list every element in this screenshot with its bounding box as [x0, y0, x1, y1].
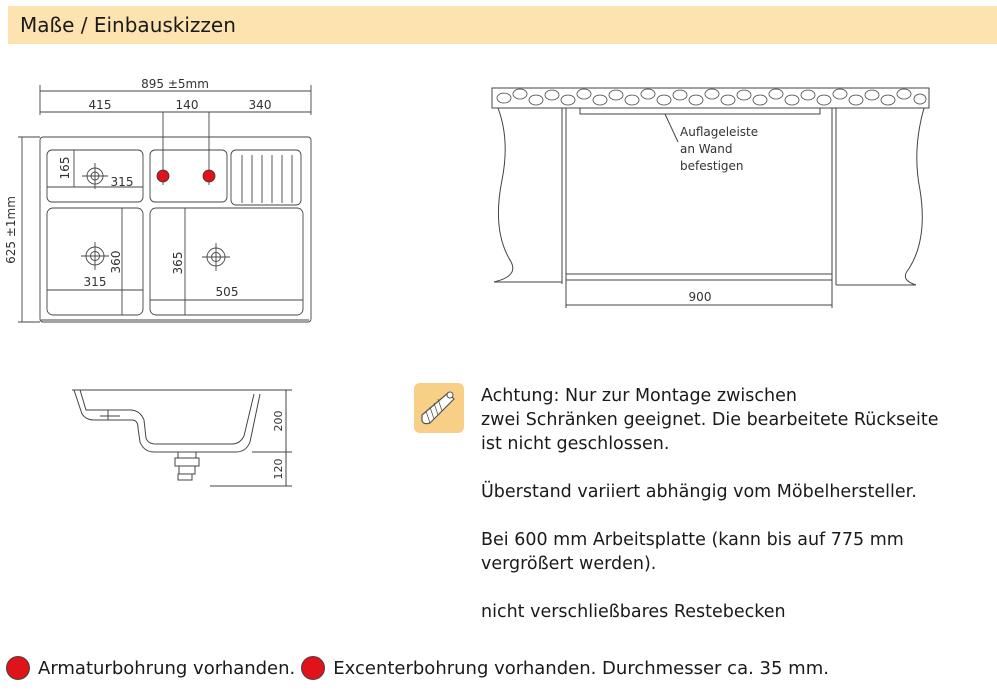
dim-drain-depth: 120 [272, 458, 285, 480]
overhang-note: Überstand variiert abhängig vom Möbelhersteller. [481, 482, 917, 502]
dim-left-bowl-width: 315 [83, 275, 107, 289]
dim-install-width: 900 [688, 290, 712, 304]
tap-hole-marker [157, 170, 169, 182]
red-dot-icon [301, 656, 325, 680]
warning-line2: zwei Schränken geeignet. Die bearbeitete Rückseite [481, 410, 939, 430]
section-header [8, 6, 997, 44]
saw-warning-icon [414, 383, 464, 433]
dim-main-bowl-width: 505 [215, 285, 239, 299]
dim-seg-left: 415 [88, 98, 112, 112]
install-label-line1: Auflageleiste [680, 125, 759, 139]
rest-basin-note: nicht verschließbares Restebecken [481, 602, 786, 622]
install-label-line2: an Wand [680, 142, 733, 156]
legend-label-excenter-hole: Excenterbohrung vorhanden. Durchmesser ca. 35 mm. [333, 657, 829, 679]
dim-seg-mid: 140 [175, 98, 199, 112]
worktop-line1: Bei 600 mm Arbeitsplatte (kann bis auf 775 mm [481, 530, 904, 550]
dim-main-bowl-depth: 365 [171, 251, 185, 275]
warning-line3: ist nicht geschlossen. [481, 434, 670, 454]
legend-item-tap-hole [6, 656, 295, 680]
dim-left-bowl-depth: 360 [109, 250, 123, 274]
dim-small-bowl-width: 315 [110, 175, 134, 189]
dim-small-bowl-depth: 165 [58, 156, 72, 180]
sink-top-view [0, 75, 330, 350]
excenter-hole-marker [203, 170, 215, 182]
section-title: Maße / Einbauskizzen [20, 13, 236, 37]
legend-label-tap-hole: Armaturbohrung vorhanden. [38, 657, 296, 679]
hole-legend [6, 654, 835, 682]
warning-line1: Achtung: Nur zur Montage zwischen [481, 386, 797, 406]
installation-view [480, 80, 940, 320]
dim-seg-right: 340 [248, 98, 272, 112]
sink-section-view [60, 380, 300, 495]
dim-overall-depth: 625 ±1mm [4, 196, 18, 264]
install-label-line3: befestigen [680, 159, 744, 173]
red-dot-icon [6, 656, 30, 680]
dim-bowl-depth: 200 [272, 410, 285, 432]
worktop-line2: vergrößert werden). [481, 554, 657, 574]
dim-overall-width: 895 ±5mm [141, 77, 209, 91]
legend-item-excenter-hole [301, 656, 829, 680]
